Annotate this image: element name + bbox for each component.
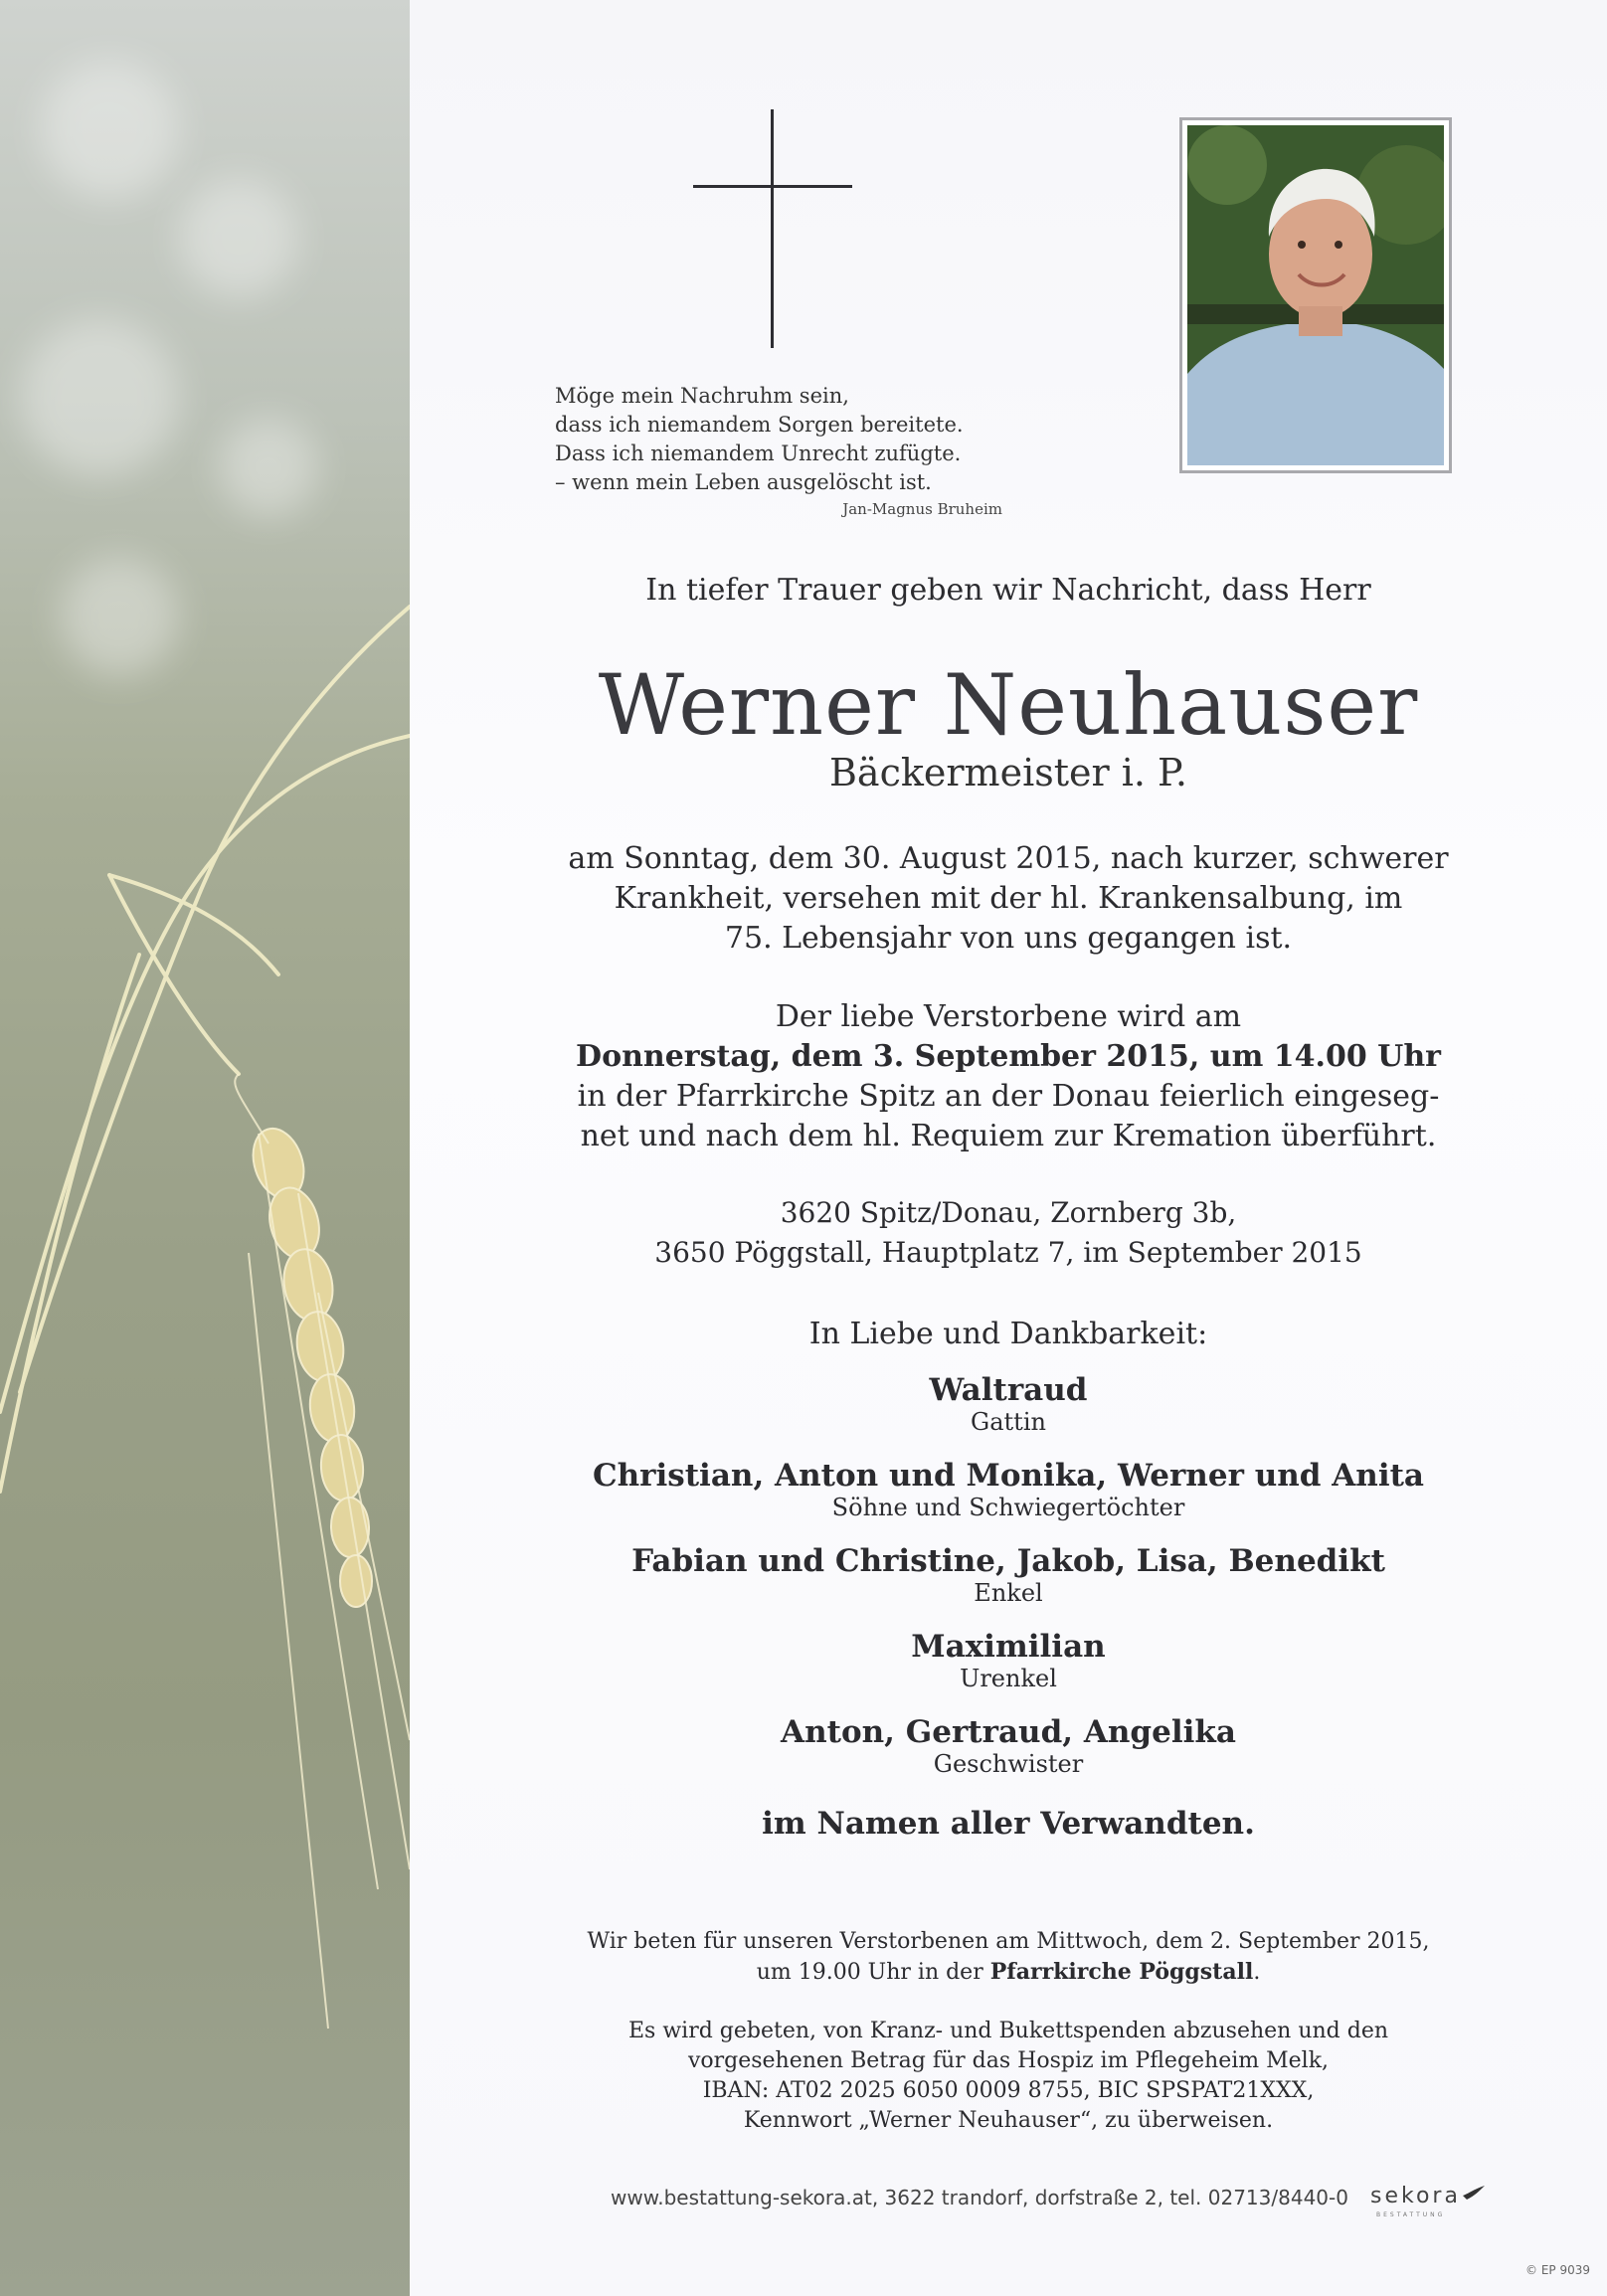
family-role: Gattin bbox=[971, 1408, 1046, 1436]
deceased-name: Werner Neuhauser bbox=[598, 656, 1419, 754]
donation-line: vorgesehenen Betrag für das Hospiz im Pflegeheim Melk, bbox=[687, 2048, 1330, 2073]
memorial-poem bbox=[555, 382, 1002, 521]
family-group bbox=[410, 1543, 1607, 1607]
notice-line: 75. Lebensjahr von uns gegangen ist. bbox=[724, 921, 1293, 956]
family-group bbox=[410, 1458, 1607, 1521]
donation-line: Es wird gebeten, von Kranz- und Bukettspenden abzusehen und den bbox=[627, 2019, 1389, 2043]
donation-line: Kennwort „Werner Neuhauser“, zu überweisen. bbox=[743, 2108, 1274, 2133]
prayer-line: Wir beten für unseren Verstorbenen am Mittwoch, dem 2. September 2015, bbox=[587, 1929, 1430, 1954]
gratitude-line: In Liebe und Dankbarkeit: bbox=[808, 1317, 1208, 1351]
family-group bbox=[410, 1629, 1607, 1692]
family-names: Christian, Anton und Monika, Werner und Anita bbox=[592, 1458, 1425, 1494]
funeral-line: net und nach dem hl. Requiem zur Kremation überführt. bbox=[580, 1119, 1437, 1153]
cross-icon bbox=[693, 109, 852, 348]
relatives-line: im Namen aller Verwandten. bbox=[762, 1806, 1255, 1842]
prayer-notice bbox=[410, 1927, 1607, 1988]
family-names: Maximilian bbox=[911, 1629, 1106, 1665]
poem-line: – wenn mein Leben ausgelöscht ist. bbox=[555, 470, 932, 494]
poem-line: Möge mein Nachruhm sein, bbox=[555, 384, 849, 408]
family-role: Urenkel bbox=[960, 1665, 1057, 1692]
brand-subtitle: BESTATTUNG bbox=[1376, 2211, 1446, 2218]
portrait-photo bbox=[1187, 125, 1444, 465]
print-code: © EP 9039 bbox=[1525, 2263, 1590, 2277]
family-group bbox=[410, 1372, 1607, 1436]
poem-author: Jan-Magnus Bruheim bbox=[842, 500, 1002, 518]
poem-line: dass ich niemandem Sorgen bereitete. bbox=[555, 413, 964, 437]
family-role: Söhne und Schwiegertöchter bbox=[831, 1494, 1185, 1521]
portrait-frame bbox=[1179, 117, 1452, 473]
funeral-line: Der liebe Verstorbene wird am bbox=[775, 999, 1242, 1034]
address-line: 3650 Pöggstall, Hauptplatz 7, im September 2015 bbox=[654, 1236, 1362, 1269]
donation-notice bbox=[410, 2017, 1607, 2136]
prayer-church: Pfarrkirche Pöggstall bbox=[989, 1959, 1254, 1985]
family-role: Geschwister bbox=[933, 1750, 1084, 1778]
donation-line: IBAN: AT02 2025 6050 0009 8755, BIC SPSPAT21XXX, bbox=[702, 2078, 1315, 2103]
brand-name: sekora bbox=[1370, 2184, 1461, 2208]
wheat-ear-image bbox=[0, 0, 410, 2296]
family-role: Enkel bbox=[974, 1579, 1043, 1607]
funeral-line: in der Pfarrkirche Spitz an der Donau feierlich eingeseg- bbox=[577, 1079, 1440, 1114]
death-notice bbox=[410, 839, 1607, 959]
funeral-date: Donnerstag, dem 3. September 2015, um 14.00 Uhr bbox=[576, 1039, 1441, 1074]
wheat-side-panel bbox=[0, 0, 410, 2296]
family-names: Waltraud bbox=[929, 1372, 1088, 1408]
family-names: Anton, Gertraud, Angelika bbox=[781, 1714, 1236, 1750]
notice-line: Krankheit, versehen mit der hl. Krankensalbung, im bbox=[614, 881, 1403, 916]
sekora-bird-icon bbox=[1461, 2184, 1487, 2202]
prayer-text: . bbox=[1253, 1960, 1261, 1985]
address-line: 3620 Spitz/Donau, Zornberg 3b, bbox=[780, 1196, 1237, 1229]
notice-line: am Sonntag, dem 30. August 2015, nach kurzer, schwerer bbox=[568, 841, 1449, 876]
family-group bbox=[410, 1714, 1607, 1778]
intro-line: In tiefer Trauer geben wir Nachricht, dass Herr bbox=[645, 573, 1371, 608]
prayer-line bbox=[410, 1957, 1607, 1988]
family-block bbox=[410, 1372, 1607, 1842]
funeral-home-contact: www.bestattung-sekora.at, 3622 trandorf, dorfstraße 2, tel. 02713/8440-0 bbox=[611, 2186, 1348, 2209]
funeral-details bbox=[410, 997, 1607, 1156]
deceased-title: Bäckermeister i. P. bbox=[829, 751, 1187, 795]
poem-line: Dass ich niemandem Unrecht zufügte. bbox=[555, 442, 962, 465]
family-names: Fabian und Christine, Jakob, Lisa, Benedikt bbox=[631, 1543, 1385, 1579]
prayer-text: um 19.00 Uhr in der bbox=[756, 1960, 990, 1985]
sekora-logo bbox=[1370, 2184, 1487, 2208]
addresses bbox=[410, 1193, 1607, 1273]
